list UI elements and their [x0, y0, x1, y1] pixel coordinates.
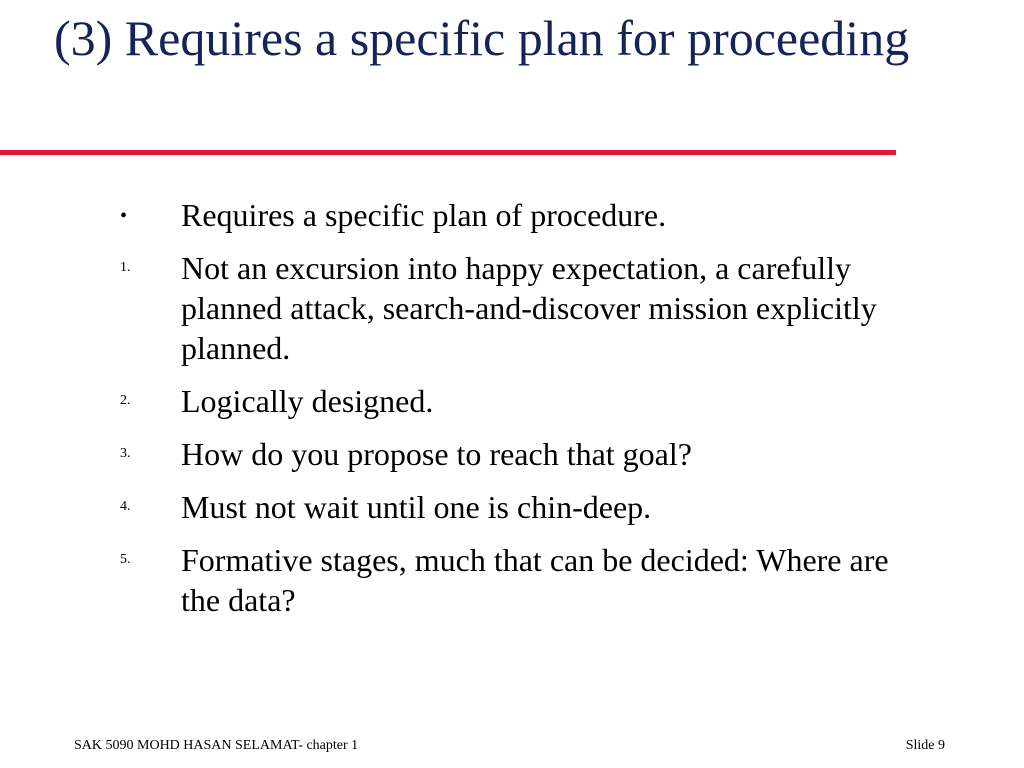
list-item [120, 195, 920, 235]
list-item-text: Requires a specific plan of procedure. [181, 197, 667, 233]
number-marker: 3. [120, 446, 131, 461]
list-item-text: How do you propose to reach that goal? [181, 436, 692, 472]
list-item-text: Logically designed. [181, 383, 434, 419]
slide-title: (3) Requires a specific plan for proceeding [54, 10, 910, 66]
list-item-text: Not an excursion into happy expectation, a carefully planned attack, search-and-discover mission explicitly planned. [181, 250, 877, 366]
bullet-list [120, 195, 920, 633]
list-item [120, 248, 920, 368]
number-marker: 5. [120, 552, 131, 567]
list-item [120, 434, 920, 474]
footer-course-label: SAK 5090 MOHD HASAN SELAMAT- chapter 1 [74, 738, 359, 753]
number-marker: 1. [120, 260, 131, 275]
list-item-text: Must not wait until one is chin-deep. [181, 489, 652, 525]
list-item [120, 540, 920, 620]
bullet-marker: • [120, 205, 128, 227]
number-marker: 2. [120, 393, 131, 408]
title-underline [0, 150, 896, 155]
list-item [120, 381, 920, 421]
number-marker: 4. [120, 499, 131, 514]
slide-number: Slide 9 [905, 738, 945, 753]
list-item [120, 487, 920, 527]
list-item-text: Formative stages, much that can be decided: Where are the data? [181, 542, 889, 618]
